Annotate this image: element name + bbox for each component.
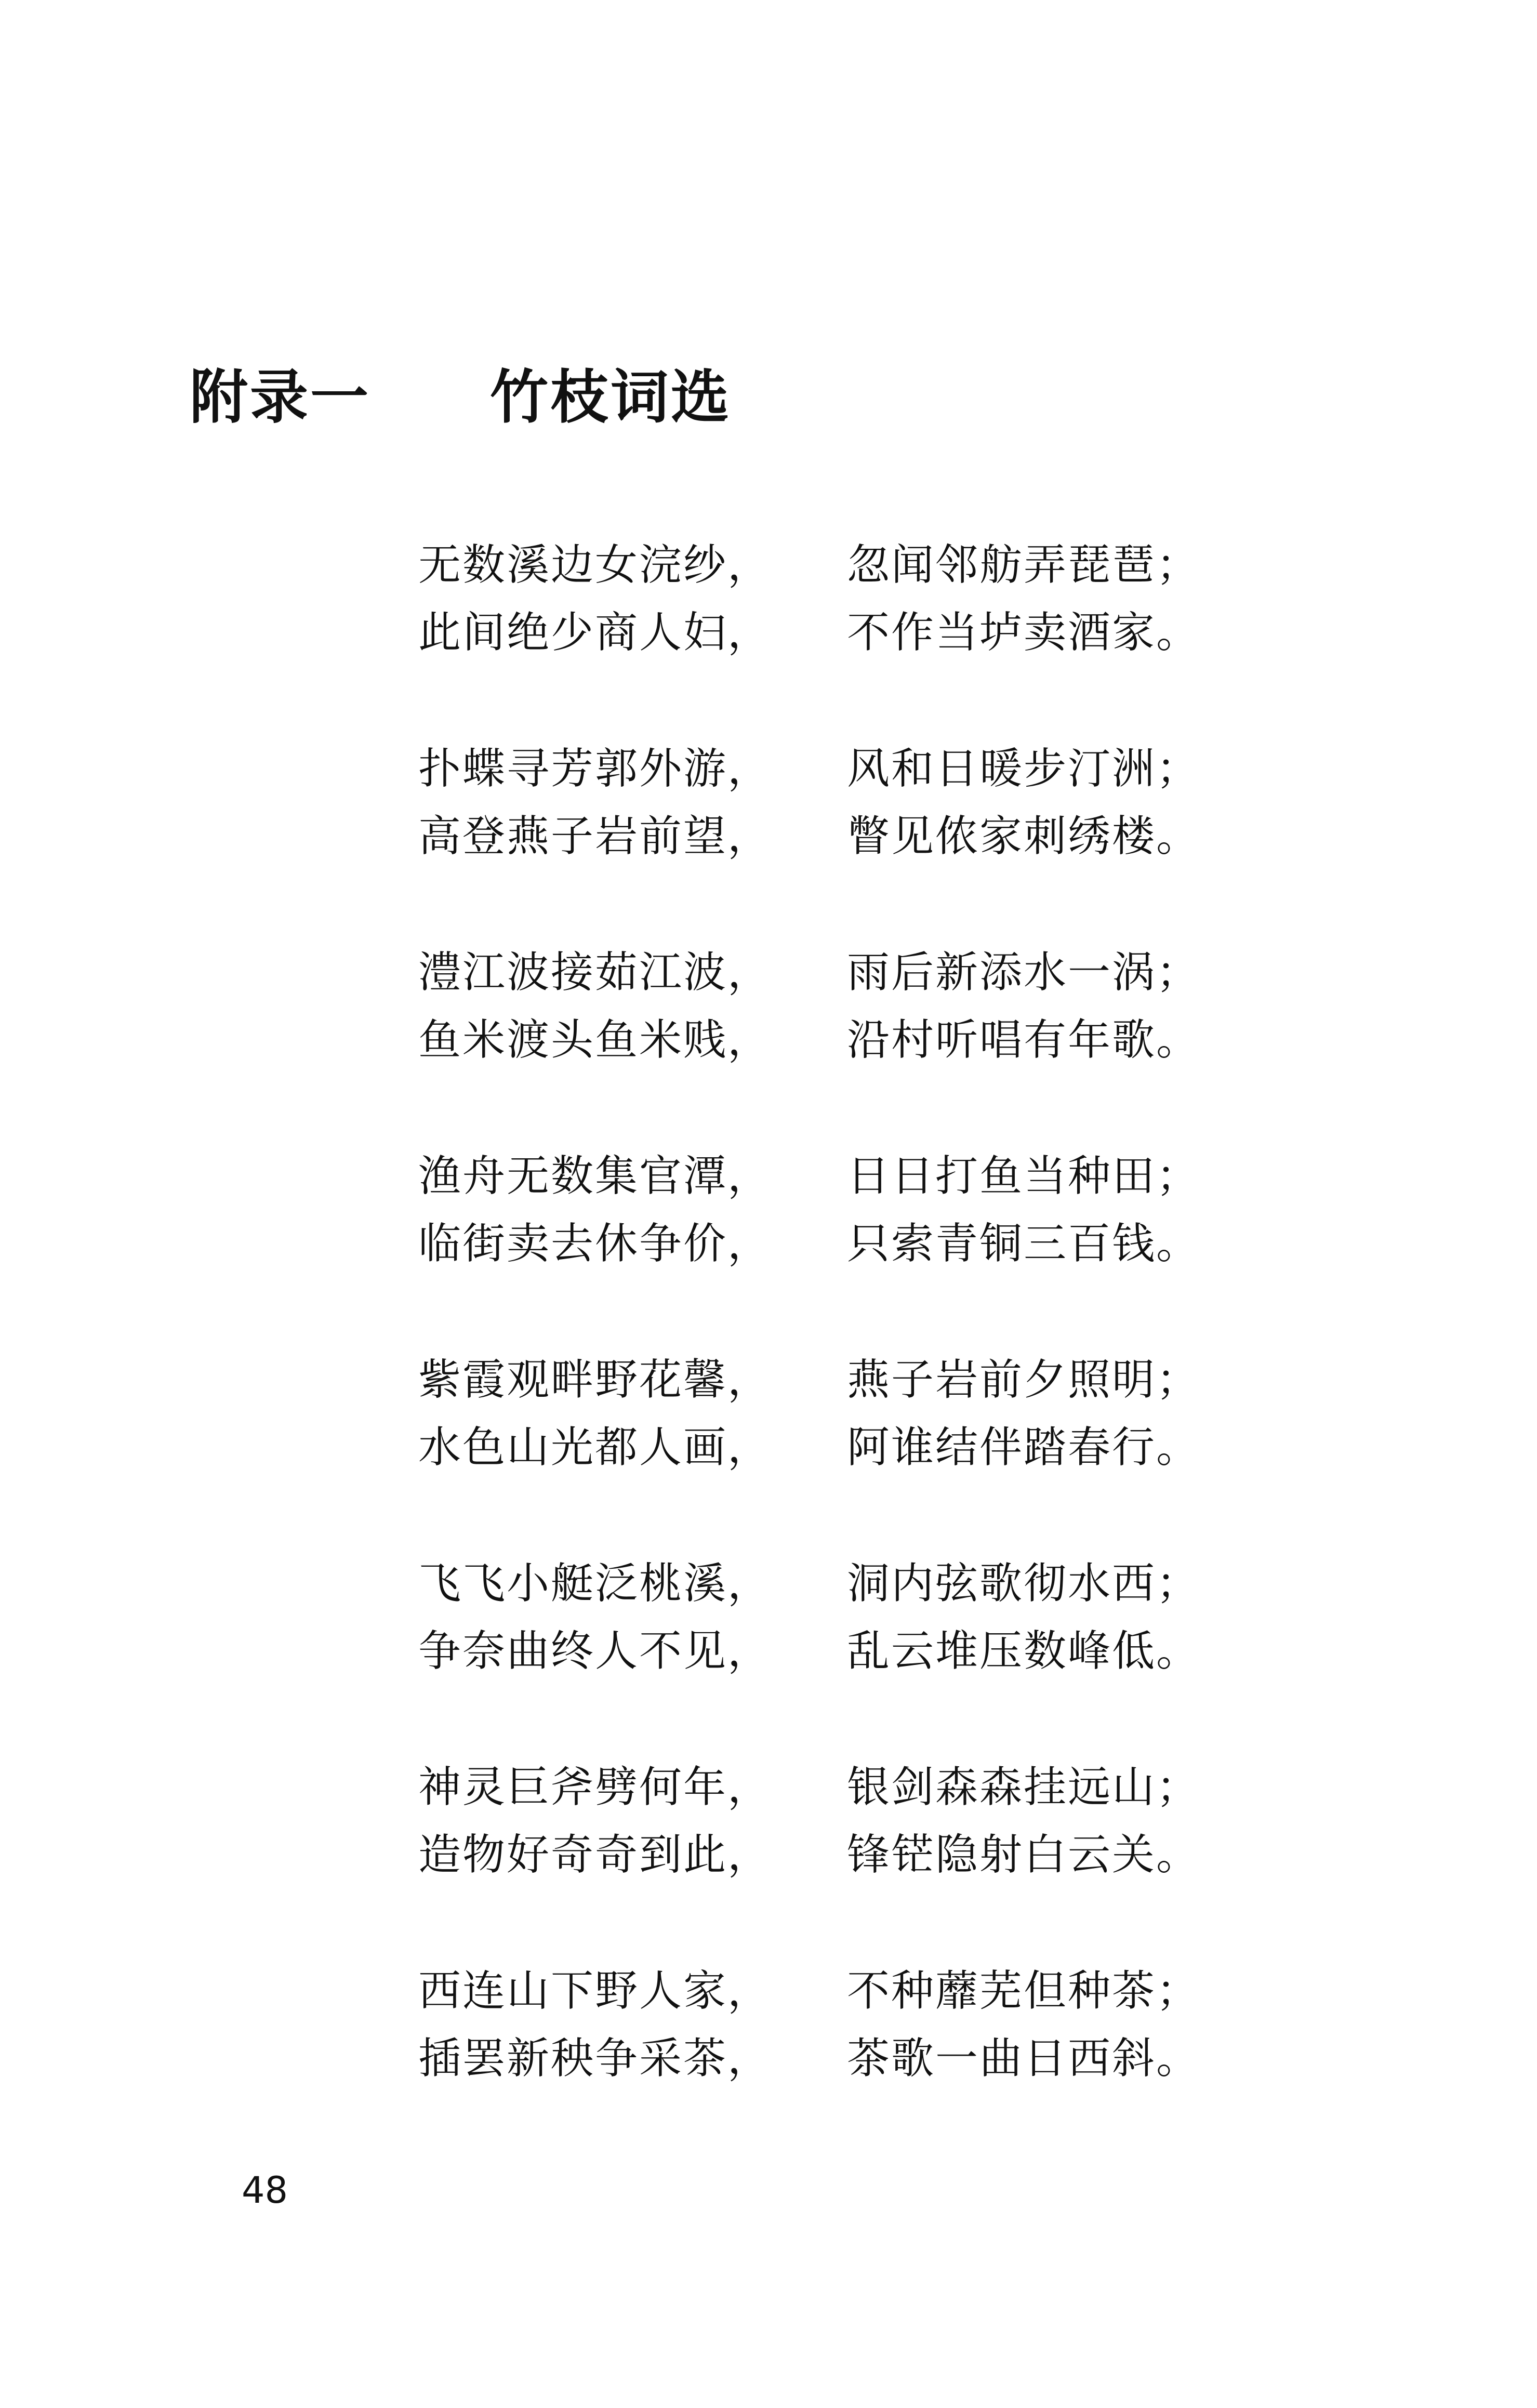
line-first-half: 高登燕子岩前望，	[418, 811, 772, 861]
poem-line	[418, 2021, 1208, 2088]
line-second-half: 沿村听唱有年歌。	[847, 1015, 1201, 1065]
line-first-half: 神灵巨斧劈何年，	[418, 1762, 772, 1812]
poem-line	[418, 1206, 1208, 1274]
page-number: 48	[242, 2169, 288, 2212]
line-second-half: 日日打鱼当种田；	[847, 1151, 1201, 1201]
poem-line	[418, 1410, 1208, 1477]
line-first-half: 扑蝶寻芳郭外游，	[418, 744, 772, 793]
line-second-half: 雨后新添水一涡；	[847, 947, 1201, 997]
line-second-half: 风和日暖步汀洲；	[847, 744, 1201, 793]
line-first-half: 临街卖去休争价，	[418, 1219, 772, 1268]
poem-line	[418, 799, 1208, 866]
line-first-half: 无数溪边女浣纱，	[418, 540, 772, 590]
stanza	[418, 527, 1208, 731]
appendix-label: 附录一	[190, 364, 370, 431]
line-second-half: 阿谁结伴踏春行。	[847, 1422, 1201, 1472]
line-first-half: 澧江波接茹江波，	[418, 947, 772, 997]
line-second-half: 乱云堆压数峰低。	[847, 1626, 1201, 1676]
line-second-half: 茶歌一曲日西斜。	[847, 2033, 1201, 2083]
line-second-half: 只索青铜三百钱。	[847, 1219, 1201, 1268]
line-second-half: 燕子岩前夕照明；	[847, 1355, 1201, 1405]
line-second-half: 锋铓隐射白云关。	[847, 1830, 1201, 1880]
line-second-half: 忽闻邻舫弄琵琶；	[847, 540, 1201, 590]
line-second-half: 不种蘼芜但种茶；	[847, 1966, 1201, 2016]
poem-line	[418, 935, 1208, 1002]
poem-line	[418, 1139, 1208, 1206]
poem-line	[418, 731, 1208, 799]
stanza	[418, 1139, 1208, 1342]
poem-line	[418, 1002, 1208, 1070]
line-first-half: 争奈曲终人不见，	[418, 1626, 772, 1676]
line-second-half: 银剑森森挂远山；	[847, 1762, 1201, 1812]
stanza	[418, 935, 1208, 1139]
poem-line	[418, 1953, 1208, 2021]
stanza	[418, 1342, 1208, 1546]
line-first-half: 渔舟无数集官潭，	[418, 1151, 772, 1201]
poem-list	[418, 527, 1208, 2157]
line-first-half: 西连山下野人家，	[418, 1966, 772, 2016]
poem-line	[418, 1750, 1208, 1817]
poem-line	[418, 527, 1208, 595]
line-first-half: 鱼米渡头鱼米贱，	[418, 1015, 772, 1065]
line-first-half: 此间绝少商人妇，	[418, 607, 772, 657]
line-first-half: 水色山光都人画，	[418, 1422, 772, 1472]
stanza	[418, 1546, 1208, 1750]
stanza	[418, 731, 1208, 935]
line-second-half: 不作当垆卖酒家。	[847, 607, 1201, 657]
poem-line	[418, 1546, 1208, 1613]
stanza	[418, 1953, 1208, 2157]
line-first-half: 飞飞小艇泛桃溪，	[418, 1558, 772, 1608]
line-second-half: 瞥见侬家刺绣楼。	[847, 811, 1201, 861]
poem-line	[418, 1342, 1208, 1410]
stanza	[418, 1750, 1208, 1953]
section-title: 竹枝词选	[490, 364, 731, 431]
line-first-half: 造物好奇奇到此，	[418, 1830, 772, 1880]
line-second-half: 洞内弦歌彻水西；	[847, 1558, 1201, 1608]
line-first-half: 插罢新秧争采茶，	[418, 2033, 772, 2083]
poem-line	[418, 1817, 1208, 1885]
line-first-half: 紫霞观畔野花馨，	[418, 1355, 772, 1405]
poem-line	[418, 1613, 1208, 1681]
page-heading	[190, 359, 731, 436]
poem-line	[418, 595, 1208, 663]
